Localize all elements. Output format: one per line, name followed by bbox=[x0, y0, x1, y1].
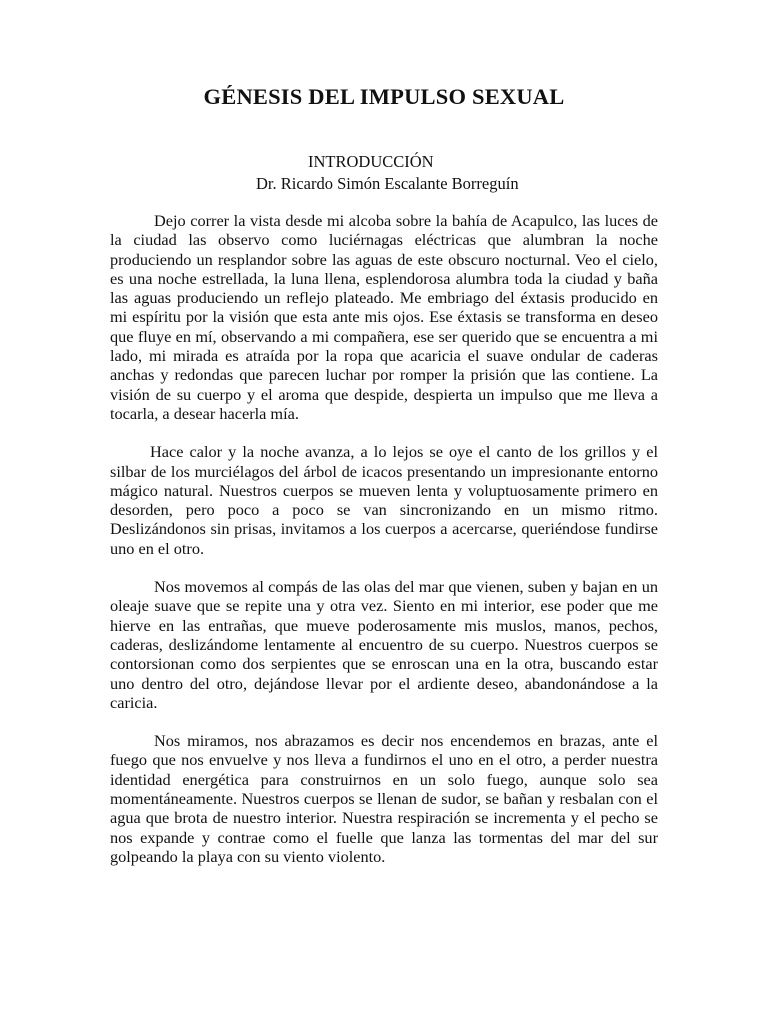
section-heading: INTRODUCCIÓN bbox=[308, 152, 434, 171]
paragraph: Nos miramos, nos abrazamos es decir nos encendemos en brazas, ante el fuego que nos envuelve y nos lleva a fundirnos el uno en el otro, a perder nuestra identidad energética para construirnos en un solo fuego, aunque solo sea momentáneamente. Nuestros cuerpos se llenan de sudor, se bañan y resbalan con el agua que brota de nuestro interior. Nuestra respiración se incrementa y el pecho se nos expande y contrae como el fuelle que lanza las tormentas del mar del sur golpeando la playa con su viento violento. bbox=[110, 731, 658, 866]
paragraph: Dejo correr la vista desde mi alcoba sobre la bahía de Acapulco, las luces de la ciudad las observo como luciérnagas eléctricas que alumbran la noche produciendo un resplandor sobre las aguas de este obscuro nocturnal. Veo el cielo, es una noche estrellada, la luna llena, esplendorosa alumbra toda la ciudad y baña las aguas produciendo un reflejo plateado. Me embriago del éxtasis producido en mi espíritu por la visión que esta ante mis ojos. Ese éxtasis se transforma en deseo que fluye en mí, observando a mi compañera, ese ser querido que se encuentra a mi lado, mi mirada es atraída por la ropa que acaricia el suave ondular de caderas anchas y redondas que parecen luchar por romper la prisión que las contiene. La visión de su cuerpo y el aroma que despide, despierta un impulso que me lleva a tocarla, a desear hacerla mía. bbox=[110, 211, 658, 423]
body-text bbox=[110, 211, 658, 885]
paragraph: Hace calor y la noche avanza, a lo lejos se oye el canto de los grillos y el silbar de los murciélagos del árbol de icacos presentando un impresionante entorno mágico natural. Nuestros cuerpos se mueven lenta y voluptuosamente primero en desorden, pero poco a poco se van sincronizando en un mismo ritmo. Deslizándonos sin prisas, invitamos a los cuerpos a acercarse, queriéndose fundirse uno en el otro. bbox=[110, 442, 658, 558]
author-name: Dr. Ricardo Simón Escalante Borreguín bbox=[256, 174, 519, 193]
document-title: GÉNESIS DEL IMPULSO SEXUAL bbox=[203, 84, 565, 109]
paragraph: Nos movemos al compás de las olas del mar que vienen, suben y bajan en un oleaje suave que se repite una y otra vez. Siento en mi interior, ese poder que me hierve en las entrañas, que mueve poderosamente mis muslos, manos, pechos, caderas, deslizándome lentamente al encuentro de su cuerpo. Nuestros cuerpos se contorsionan como dos serpientes que se enroscan una en la otra, buscando estar uno dentro del otro, dejándose llevar por el ardiente deseo, abandonándose a la caricia. bbox=[110, 577, 658, 712]
